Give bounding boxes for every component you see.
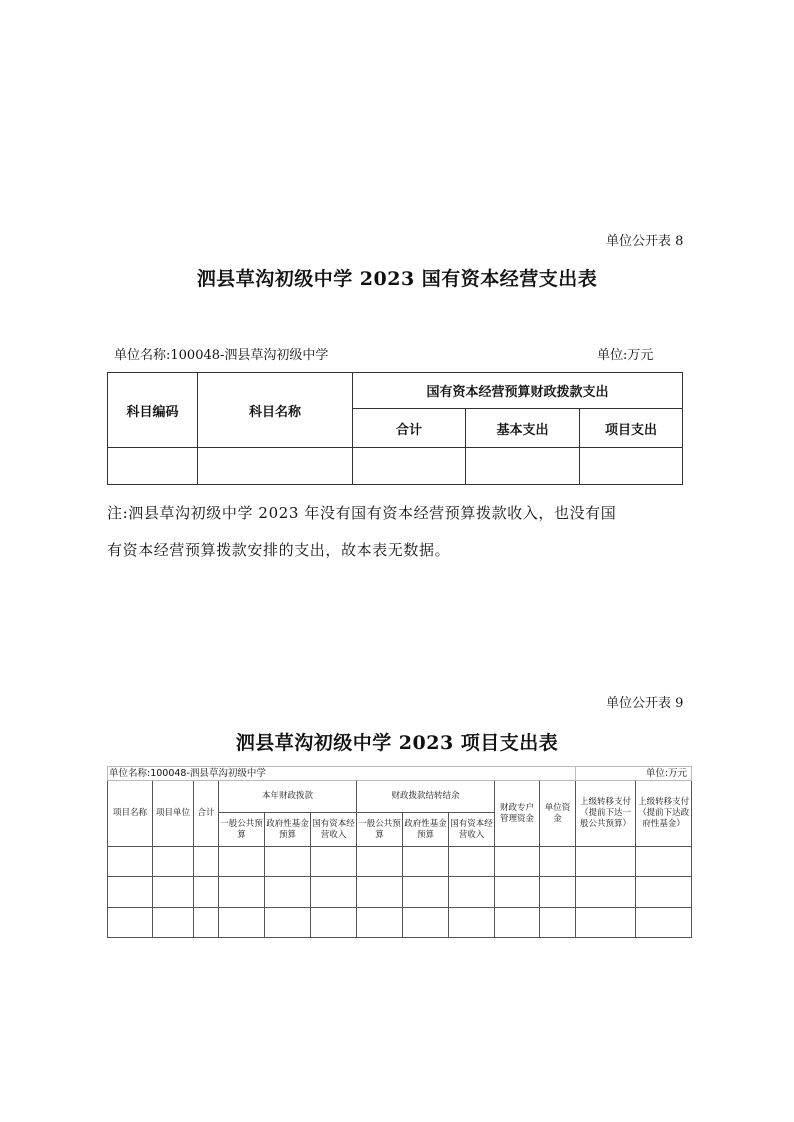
table-cell: [466, 448, 580, 485]
table-cell: [580, 448, 683, 485]
table-cell: [198, 448, 353, 485]
header-general-budget: 一般公共预算: [357, 813, 403, 847]
header-project-unit: 项目单位: [153, 781, 194, 847]
state-capital-expenditure-table: [107, 372, 683, 485]
header-state-capital-income: 国有资本经营收入: [311, 813, 357, 847]
unit-name-1: 单位名称:100048-泗县草沟初级中学: [114, 348, 329, 363]
table-row: [108, 877, 692, 908]
header-gov-fund-budget: 政府性基金预算: [265, 813, 311, 847]
header-total: 合计: [194, 781, 219, 847]
header-basic-expenditure: 基本支出: [466, 409, 580, 448]
header-general-budget: 一般公共预算: [219, 813, 265, 847]
table-row: [108, 908, 692, 938]
page-title-project-expenditure: 泗县草沟初级中学 2023 项目支出表: [235, 732, 559, 754]
note-line: 注:泗县草沟初级中学 2023 年没有国有资本经营预算拨款收入，也没有国: [107, 504, 617, 522]
form-number-8: 单位公开表 8: [606, 234, 684, 249]
header-state-capital-group: 国有资本经营预算财政拨款支出: [353, 373, 683, 409]
project-expenditure-table: [107, 766, 692, 938]
header-total: 合计: [353, 409, 466, 448]
header-subject-name: 科目名称: [198, 373, 353, 448]
table-row: [108, 847, 692, 877]
header-subject-code: 科目编码: [108, 373, 198, 448]
note-line: 有资本经营预算拨款安排的支出，故本表无数据。: [107, 541, 451, 559]
table-cell: [353, 448, 466, 485]
header-project-name: 项目名称: [108, 781, 153, 847]
header-unit-funds: 单位资金: [540, 781, 576, 847]
header-transfer-gov-fund: 上级转移支付（提前下达政府性基金）: [636, 781, 692, 847]
header-carryover-balance: 财政拨款结转结余: [357, 781, 495, 813]
unit-name-2: 单位名称:100048-泗县草沟初级中学: [108, 767, 576, 781]
header-current-year-appropriation: 本年财政拨款: [219, 781, 357, 813]
table-row: [108, 448, 683, 485]
header-gov-fund-budget: 政府性基金预算: [403, 813, 449, 847]
note-paragraph: [107, 495, 692, 569]
page-title-state-capital: 泗县草沟初级中学 2023 国有资本经营支出表: [196, 268, 598, 290]
table-cell: [108, 448, 198, 485]
form-number-9: 单位公开表 9: [606, 696, 684, 711]
unit-label-2: 单位:万元: [576, 767, 692, 781]
header-project-expenditure: 项目支出: [580, 409, 683, 448]
header-special-account-funds: 财政专户管理资金: [495, 781, 540, 847]
header-state-capital-income: 国有资本经营收入: [449, 813, 495, 847]
unit-label-1: 单位:万元: [597, 348, 654, 363]
header-transfer-general-budget: 上级转移支付（提前下达一般公共预算）: [576, 781, 636, 847]
